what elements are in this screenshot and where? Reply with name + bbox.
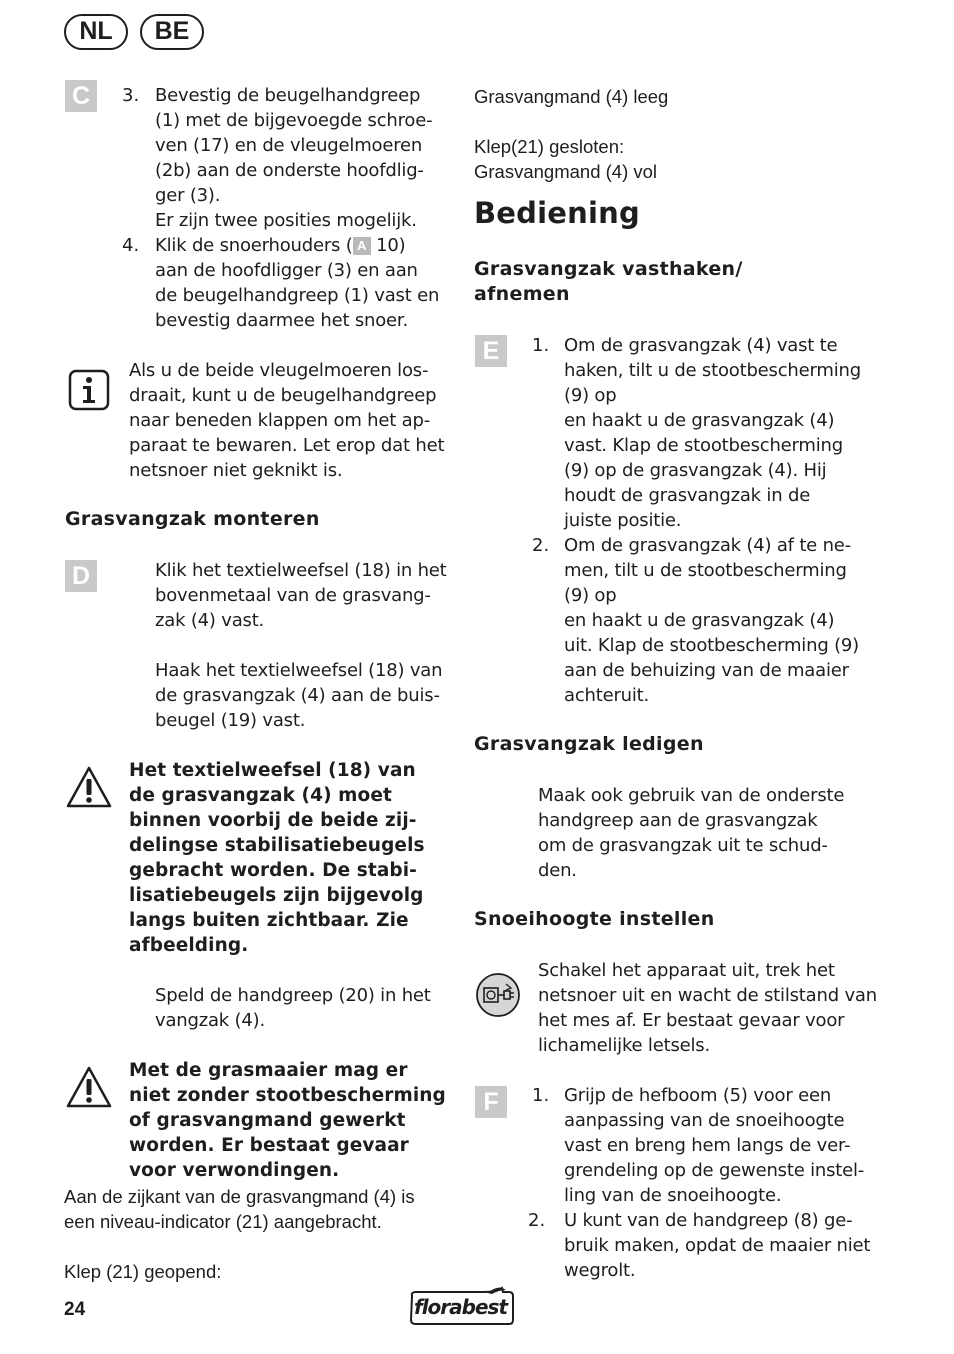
text-line: handgreep aan de grasvangzak	[538, 810, 818, 831]
klep-closed-label: Klep(21) gesloten:	[474, 136, 625, 157]
item-number: 1.	[532, 335, 550, 356]
text-line: (9) op	[564, 585, 617, 606]
text-line: voor verwondingen.	[129, 1160, 340, 1181]
text-line: de grasvangzak (4) aan de buis-	[155, 685, 440, 706]
text-line: Om de grasvangzak (4) vast te	[564, 335, 838, 356]
text-line: worden. Er bestaat gevaar	[129, 1135, 409, 1156]
text-line: Aan de zijkant van de grasvangmand (4) is	[64, 1186, 415, 1207]
text-line: of grasvangmand gewerkt	[129, 1110, 406, 1131]
text-line	[155, 233, 405, 258]
text-line: juiste positie.	[564, 510, 682, 531]
section-marker-c: C	[65, 80, 97, 112]
text-line: achteruit.	[564, 685, 650, 706]
text-line: ger (3).	[155, 185, 221, 206]
text-line: bruik maken, opdat de maaier niet	[564, 1235, 871, 1256]
text-line: Klik het textielweefsel (18) in het	[155, 560, 447, 581]
text-line: grendeling op de gewenste instel-	[564, 1160, 865, 1181]
text-line: lichamelijke letsels.	[538, 1035, 711, 1056]
text-line: vast. Klap de stootbescherming	[564, 435, 843, 456]
text-line: ven (17) en de vleugelmoeren	[155, 135, 423, 156]
text-line: Om de grasvangzak (4) af te ne-	[564, 535, 851, 556]
text-line: Met de grasmaaier mag er	[129, 1060, 408, 1081]
section-marker-e: E	[475, 335, 507, 367]
page-number: 24	[64, 1299, 86, 1320]
text-line: om de grasvangzak uit te schud-	[538, 835, 828, 856]
language-badge-be: BE	[140, 14, 204, 50]
heading-line: Grasvangzak vasthaken/	[474, 258, 743, 280]
text-line: men, tilt u de stootbescherming	[564, 560, 847, 581]
text-line: haken, tilt u de stootbescherming	[564, 360, 861, 381]
heading-snoeihoogte-instellen: Snoeihoogte instellen	[474, 908, 715, 930]
text-line: Maak ook gebruik van de onderste	[538, 785, 845, 806]
text-line: lisatiebeugels zijn bijgevolg	[129, 885, 424, 906]
text-line: het mes af. Er bestaat gevaar voor	[538, 1010, 845, 1031]
text-line: draait, kunt u de beugelhandgreep	[129, 385, 437, 406]
item-number: 3.	[122, 85, 140, 106]
text-line: Schakel het apparaat uit, trek het	[538, 960, 835, 981]
unplug-icon	[475, 972, 521, 1018]
logo-wordmark: florabest	[414, 1295, 508, 1319]
text-line: delingse stabilisatiebeugels	[129, 835, 425, 856]
text-line: (2b) aan de onderste hoofdlig-	[155, 160, 424, 181]
warning-icon	[65, 765, 113, 809]
text-line: vangzak (4).	[155, 1010, 265, 1031]
text-line: aan de hoofdligger (3) en aan	[155, 260, 418, 281]
text-line: binnen voorbij de beide zij-	[129, 810, 417, 831]
text-line: den.	[538, 860, 577, 881]
text-fragment: 10)	[370, 235, 406, 256]
heading-grasvangzak-monteren: Grasvangzak monteren	[65, 508, 320, 530]
text-line: U kunt van de handgreep (8) ge-	[564, 1210, 853, 1231]
text-line: niet zonder stootbescherming	[129, 1085, 446, 1106]
heading-line: afnemen	[474, 283, 570, 305]
language-badge-nl: NL	[64, 14, 128, 50]
section-marker-d: D	[65, 560, 97, 592]
florabest-logo	[406, 1286, 516, 1328]
text-line: ling van de snoeihoogte.	[564, 1185, 782, 1206]
text-line: de beugelhandgreep (1) vast en	[155, 285, 440, 306]
text-line: (1) met de bijgevoegde schroe-	[155, 110, 433, 131]
text-line: Bevestig de beugelhandgreep	[155, 85, 421, 106]
text-line: aan de behuizing van de maaier	[564, 660, 849, 681]
grasvangmand-empty-label: Grasvangmand (4) leeg	[474, 86, 669, 107]
text-line: (9) op de grasvangzak (4). Hij	[564, 460, 827, 481]
text-line: netsnoer uit en wacht de stilstand van	[538, 985, 877, 1006]
text-line: aanpassing van de snoeihoogte	[564, 1110, 845, 1131]
warning-icon	[65, 1065, 113, 1109]
text-line: wegrolt.	[564, 1260, 636, 1281]
item-number: 2.	[532, 535, 550, 556]
text-line: langs buiten zichtbaar. Zie	[129, 910, 409, 931]
text-line: uit. Klap de stootbescherming (9)	[564, 635, 859, 656]
klep-open-label: Klep (21) geopend:	[64, 1261, 222, 1282]
text-line: Het textielweefsel (18) van	[129, 760, 416, 781]
grasvangmand-full-label: Grasvangmand (4) vol	[474, 161, 658, 182]
text-line: een niveau-indicator (21) aangebracht.	[64, 1211, 382, 1232]
text-line: bovenmetaal van de grasvang-	[155, 585, 431, 606]
text-fragment: Klik de snoerhouders (	[155, 235, 353, 256]
text-line: Er zijn twee posities mogelijk.	[155, 210, 417, 231]
section-title-bediening: Bediening	[474, 196, 640, 230]
item-number: 4.	[122, 235, 140, 256]
text-line: netsnoer niet geknikt is.	[129, 460, 343, 481]
text-line: en haakt u de grasvangzak (4)	[564, 410, 835, 431]
text-line: naar beneden klappen om het ap-	[129, 410, 430, 431]
text-line: (9) op	[564, 385, 617, 406]
item-number: 1.	[532, 1085, 550, 1106]
heading-grasvangzak-ledigen: Grasvangzak ledigen	[474, 733, 704, 755]
text-line: beugel (19) vast.	[155, 710, 306, 731]
text-line: de grasvangzak (4) moet	[129, 785, 392, 806]
info-icon	[68, 369, 110, 411]
text-line: houdt de grasvangzak in de	[564, 485, 811, 506]
text-line: gebracht worden. De stabi-	[129, 860, 417, 881]
item-number: 2.	[528, 1210, 546, 1231]
text-line: Als u de beide vleugelmoeren los-	[129, 360, 429, 381]
figure-ref-badge: A	[353, 237, 371, 255]
text-line: Grijp de hefboom (5) voor een	[564, 1085, 832, 1106]
text-line: Haak het textielweefsel (18) van	[155, 660, 443, 681]
text-line: zak (4) vast.	[155, 610, 265, 631]
text-line: en haakt u de grasvangzak (4)	[564, 610, 835, 631]
text-line: vast en breng hem langs de ver-	[564, 1135, 851, 1156]
text-line: afbeelding.	[129, 935, 249, 956]
section-marker-f: F	[475, 1086, 507, 1118]
text-line: paraat te bewaren. Let erop dat het	[129, 435, 445, 456]
text-line: Speld de handgreep (20) in het	[155, 985, 431, 1006]
text-line: bevestig daarmee het snoer.	[155, 310, 408, 331]
